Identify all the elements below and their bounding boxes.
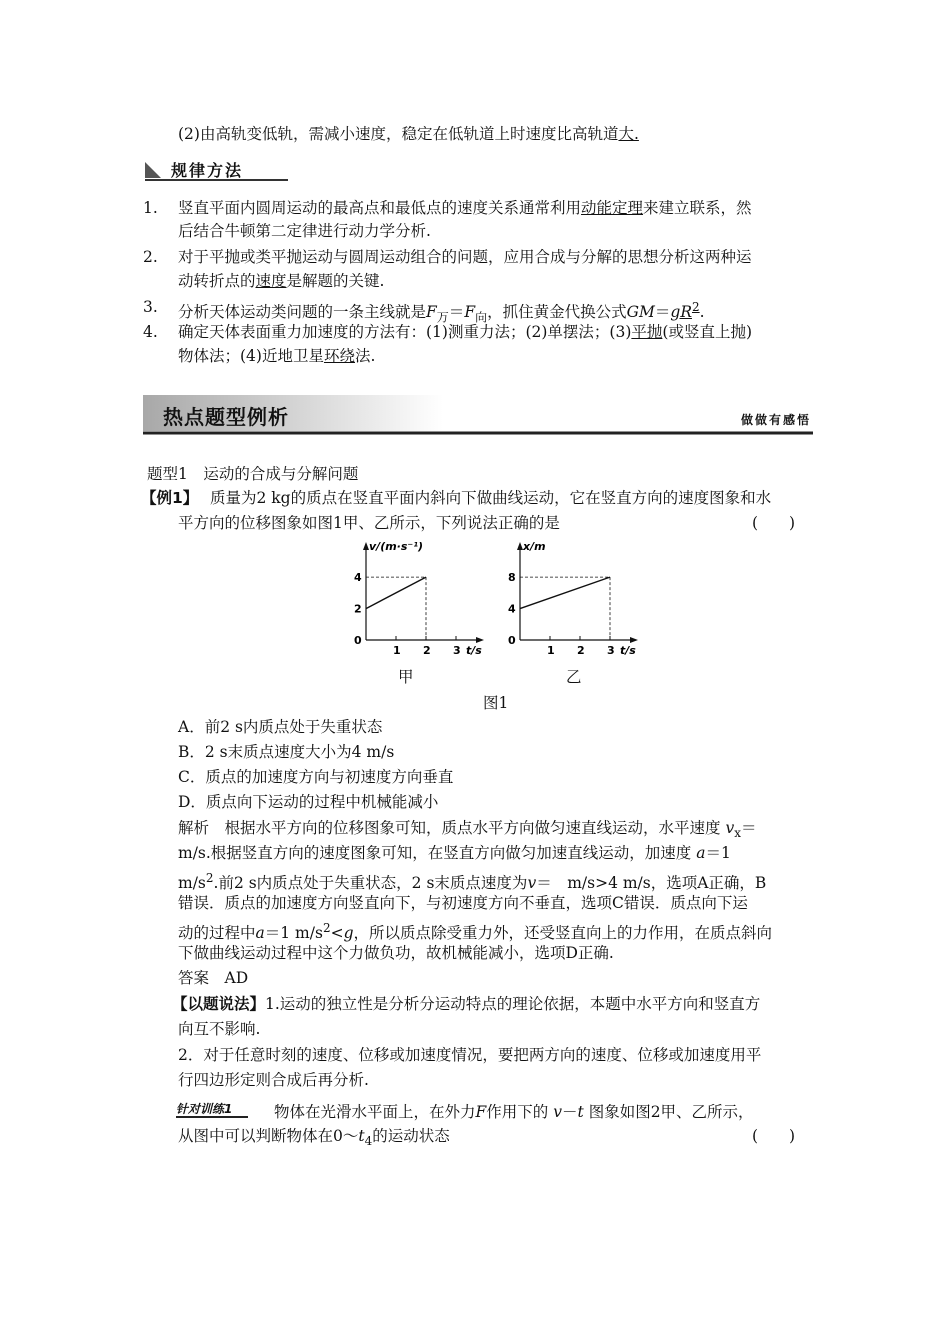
training-l1-text-c: 图象如图2甲、乙所示，: [588, 1103, 754, 1121]
chart0-x-tick-label: 2: [423, 644, 431, 657]
training-line2: [178, 1125, 450, 1152]
rule-1-num: 1.: [143, 199, 158, 217]
training-l1-f: F: [475, 1103, 487, 1121]
remark-line3: 2．对于任意时刻的速度、位移或加速度情况，要把两方向的速度、位移或加速度用平: [178, 1046, 762, 1064]
analysis-l1-sub: x: [734, 826, 741, 841]
chart0-data-line: [366, 577, 426, 608]
rule-4-num: 4.: [143, 323, 158, 341]
rule-1-line2: 后结合牛顿第二定律进行动力学分析.: [178, 222, 431, 240]
rule-3-eq: ＝: [448, 303, 465, 322]
remark-label: 【以题说法】: [172, 994, 266, 1013]
section-title-rules: 规律方法: [171, 161, 244, 180]
analysis-line6: 下做曲线运动过程中这个力做负功，故机械能减小，选项D正确.: [178, 944, 614, 962]
rule-4-text-c: 物体法；(4)近地卫星: [178, 347, 324, 365]
example-label: 【例1】: [141, 489, 199, 507]
chart0-origin-label: 0: [354, 634, 362, 647]
rule-2-num: 2.: [143, 248, 158, 266]
rule-2-line2: [178, 270, 384, 292]
rule-4-text-d: 法.: [354, 347, 376, 365]
analysis-l3-text-b: ＝ m/s>4 m/s，选项A正确，B: [536, 874, 767, 893]
top-line-text: (2)由高轨变低轨，需减小速度，稳定在低轨道上时速度比高轨道: [178, 125, 619, 143]
analysis-line4: 错误．质点的加速度方向竖直向下，与初速度方向不垂直，选项C错误．质点向下运: [178, 894, 748, 912]
training-l2-text-b: 的运动状态: [372, 1127, 450, 1145]
rule-3-gr-sup: 2: [691, 300, 700, 314]
chart0-y-tick-label: 4: [354, 571, 362, 585]
chart-jia-caption: 甲: [398, 668, 414, 686]
chart1-x-axis-arrow: [630, 637, 638, 643]
option-a: A．前2 s内质点处于失重状态: [178, 718, 383, 736]
rule-4-line1: [178, 321, 752, 343]
rule-2-text-a: 动转折点的: [178, 272, 256, 290]
analysis-line1: [178, 817, 757, 844]
chart-yi-caption: 乙: [566, 668, 582, 686]
chart1-x-label: t/s: [620, 644, 636, 657]
rule-2-underlined: 速度: [255, 272, 287, 290]
analysis-l1-v: v: [725, 819, 735, 837]
section-title-hot-topics: 热点题型例析: [163, 405, 289, 429]
section-subtitle: 做做有感悟: [740, 413, 811, 427]
training-l1-text-b: 作用下的: [486, 1103, 549, 1121]
chart-yi: [490, 540, 640, 690]
training-l2-sub: 4: [364, 1134, 373, 1149]
training-answer-paren: ( ): [752, 1127, 796, 1145]
rule-1-line1: [178, 197, 752, 219]
analysis-l5-text-b: ，所以质点除受重力外，还受竖直向上的力作用，在质点斜向: [353, 924, 773, 943]
analysis-l5-sup: 2: [322, 921, 331, 935]
rule-3-end: .: [699, 303, 705, 322]
chart0-x-axis-arrow: [476, 637, 484, 643]
rule-3-num: 3.: [143, 298, 158, 316]
example-line1: 质量为2 kg的质点在竖直平面内斜向下做曲线运动，它在竖直方向的速度图象和水: [210, 489, 772, 507]
analysis-l5-lt: <: [330, 924, 344, 943]
training-l1-t: t: [577, 1103, 584, 1121]
training-l2-t: t: [358, 1127, 365, 1145]
figure-caption: 图1: [483, 694, 509, 712]
chart1-y-label: x/m: [523, 540, 546, 553]
analysis-l1-text: 解析 根据水平方向的位移图象可知，质点水平方向做匀速直线运动，水平速度: [178, 819, 721, 837]
chart0-y-tick-label: 2: [354, 602, 362, 616]
answer: 答案 AD: [178, 969, 249, 987]
example-line2: 平方向的位移图象如图1甲、乙所示，下列说法正确的是: [178, 514, 560, 532]
training-l1-text: 物体在光滑水平面上，在外力: [274, 1103, 476, 1121]
chart1-y-tick-label: 8: [508, 571, 516, 585]
training-line1: [274, 1101, 754, 1123]
rule-3-f1-sub: 万: [436, 310, 449, 325]
rule-2-text-b: 是解题的关键.: [286, 272, 385, 290]
analysis-l5-a: a: [255, 924, 265, 943]
chart0-x-tick-label: 1: [393, 644, 401, 657]
training-l1-dash: －: [562, 1103, 578, 1121]
rule-3-gm: GM: [626, 303, 655, 322]
training-l2-text: 从图中可以判断物体在0～: [178, 1127, 359, 1145]
chart1-x-tick-label: 1: [547, 644, 555, 657]
training-label-box: [176, 1098, 256, 1120]
chart0-x-tick-label: 3: [453, 644, 461, 657]
analysis-l2-a: a: [696, 844, 706, 862]
option-d: D．质点向下运动的过程中机械能减小: [178, 793, 439, 811]
analysis-line3: [178, 867, 766, 894]
analysis-line2: [178, 842, 731, 864]
chart1-y-tick-label: 4: [508, 602, 516, 616]
training-l1-v: v: [553, 1103, 562, 1121]
analysis-l3-sup: 2: [205, 871, 214, 885]
rule-3-gr: gR: [670, 303, 692, 322]
rule-4-text-b: (或竖直上抛): [662, 323, 752, 341]
top-line-underlined: 大.: [618, 125, 639, 143]
chart1-origin-label: 0: [508, 634, 516, 647]
chart0-y-label: v/(m·s⁻¹): [369, 540, 424, 553]
rule-3-text-b: ，抓住黄金代换公式: [487, 303, 627, 322]
rule-3-f2-sub: 向: [475, 310, 488, 325]
rule-4-text-a: 确定天体表面重力加速度的方法有：(1)测重力法；(2)单摆法；(3): [178, 323, 632, 341]
remark-l1-text: 1.运动的独立性是分析分运动特点的理论依据，本题中水平方向和竖直方: [265, 995, 761, 1013]
analysis-l5-g: g: [343, 924, 354, 943]
training-label-underline: [176, 1098, 256, 1120]
rule-4-underlined-2: 环绕: [323, 347, 355, 365]
rule-3-f2: F: [464, 303, 476, 322]
example-answer-paren: ( ): [752, 514, 796, 532]
analysis-l3-text: .前2 s内质点处于失重状态，2 s末质点速度为: [213, 874, 528, 893]
rule-3-text-a: 分析天体运动类问题的一条主线就是: [178, 303, 427, 322]
option-c: C．质点的加速度方向与初速度方向垂直: [178, 768, 454, 786]
rule-4-line2: [178, 345, 375, 367]
rule-1-underlined: 动能定理: [581, 199, 644, 217]
analysis-line5: [178, 917, 772, 944]
analysis-l5-text: 动的过程中: [178, 924, 256, 943]
rule-1-text-b: 来建立联系，然: [643, 199, 752, 217]
analysis-l1-eq: ＝: [741, 819, 757, 837]
remark-line2: 向互不影响.: [178, 1020, 261, 1038]
analysis-l2-eq: ＝1: [705, 844, 731, 862]
rule-4-underlined: 平抛: [631, 323, 663, 341]
remark-line1: [172, 993, 760, 1015]
remark-line4: 行四边形定则合成后再分析.: [178, 1071, 369, 1089]
rule-3-f1: F: [426, 303, 437, 322]
analysis-l5-eq: ＝1 m/s: [264, 924, 323, 943]
option-b: B．2 s末质点速度大小为4 m/s: [178, 743, 395, 761]
chart1-x-tick-label: 2: [577, 644, 585, 657]
chart1-x-tick-label: 3: [607, 644, 615, 657]
chart1-data-line: [520, 577, 610, 608]
section-header-hot-topics: [143, 395, 813, 435]
chart0-x-label: t/s: [466, 644, 482, 657]
top-line: [178, 123, 639, 145]
analysis-l3-v: v: [527, 874, 537, 893]
rule-1-text-a: 竖直平面内圆周运动的最高点和最低点的速度关系通常利用: [178, 199, 582, 217]
training-label: 针对训练1: [176, 1102, 233, 1116]
topic-heading: 题型1 运动的合成与分解问题: [147, 465, 359, 483]
rule-2-line1: 对于平抛或类平抛运动与圆周运动组合的问题，应用合成与分解的思想分析这两种运: [178, 248, 752, 266]
section-header-rules: [143, 158, 288, 182]
rule-3-eq2: ＝: [654, 303, 671, 322]
analysis-l2-text: m/s.根据竖直方向的速度图象可知，在竖直方向做匀加速直线运动，加速度: [178, 844, 692, 862]
analysis-l3-unit: m/s: [178, 874, 206, 893]
